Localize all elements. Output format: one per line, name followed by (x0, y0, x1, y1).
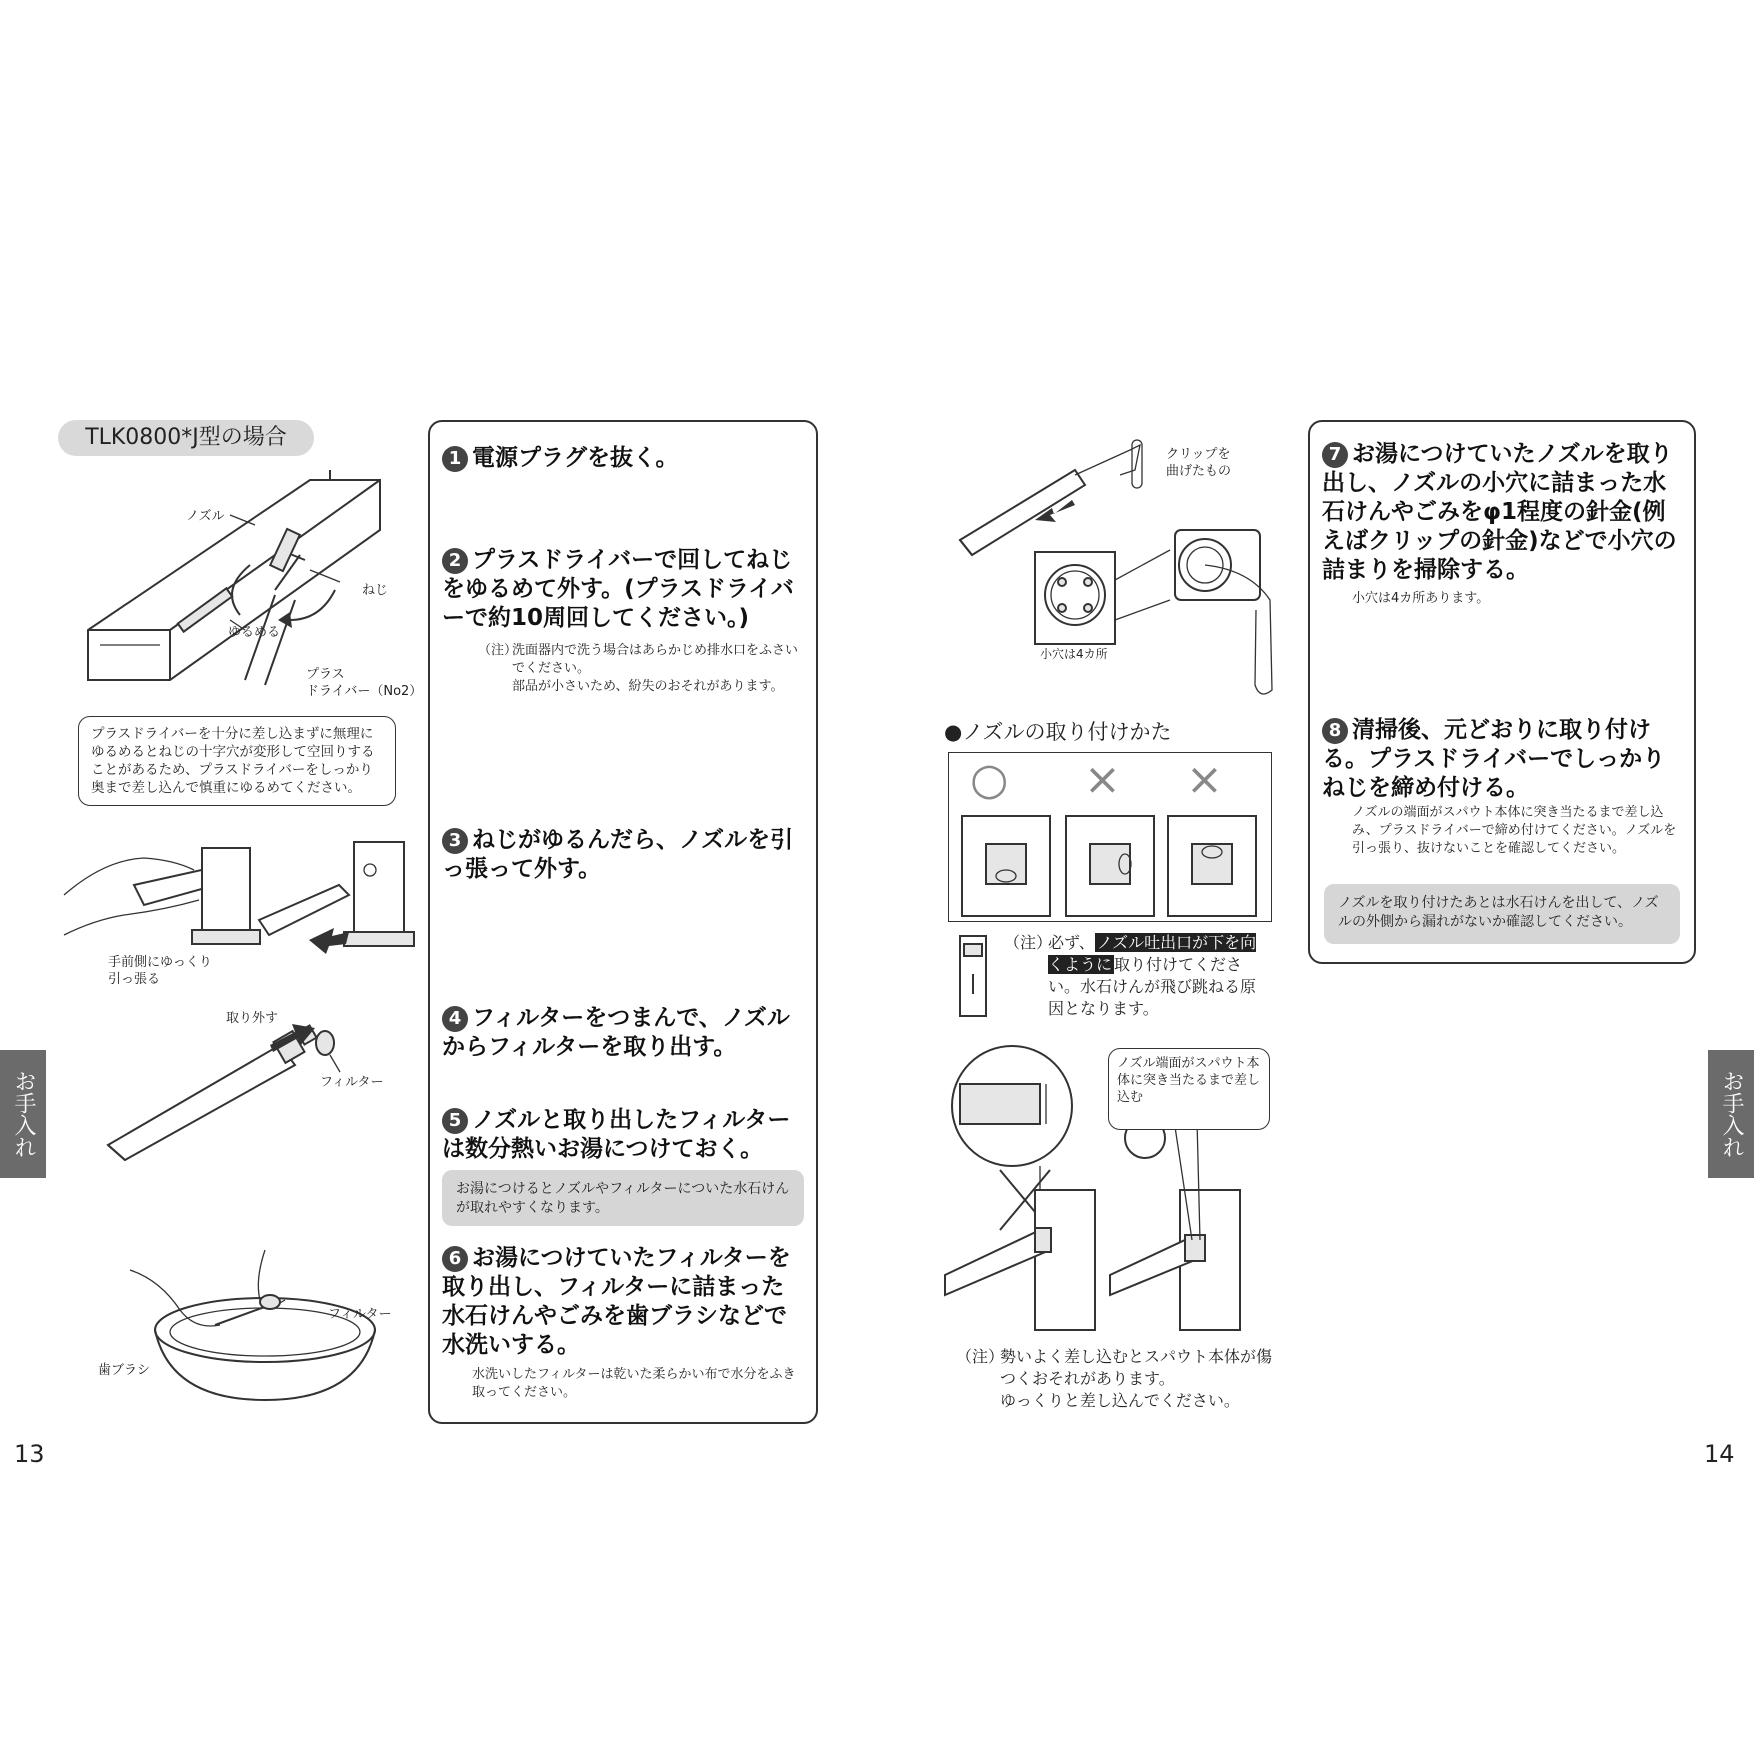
leak-check-note: ノズルを取り付けたあとは水石けんを出して、ノズルの外側から漏れがないか確認してください。 (1324, 884, 1680, 944)
step-8-note: ノズルの端面がスパウト本体に突き当たるまで差し込み、プラスドライバーで締め付けてください。ノズルを引っ張り、抜けないことを確認してください。 (1352, 805, 1677, 856)
step-number: 8 (1322, 718, 1348, 744)
step-2-note: 洗面器内で洗う場合はあらかじめ排水口をふさいでください。 部品が小さいため、紛失のおそれがあります。 (512, 643, 799, 694)
step-4 (442, 1004, 804, 1062)
step-5 (442, 1106, 804, 1164)
orientation-suffix: 取り付けてください。水石けんが飛び跳ねる原因となります。 (1048, 955, 1257, 1018)
step-3 (442, 826, 804, 884)
attach-title: ●ノズルの取り付けかた (944, 720, 1172, 744)
spout-icon (958, 934, 988, 1020)
caution-callout: プラスドライバーを十分に差し込まずに無理にゆるめるとねじの十字穴が変形して空回りすることがあるため、プラスドライバーをしっかり奥まで差し込んで慎重にゆるめてください。 (78, 716, 396, 806)
step-7 (1322, 440, 1684, 585)
filter-label-1: フィルター (320, 1075, 384, 1090)
step-text: プラスドライバーで回してねじをゆるめて外す。(プラスドライバーで約10周回してください。) (442, 547, 794, 631)
step-number: 2 (442, 548, 468, 574)
pull-label: 手前側にゆっくり 引っ張る (108, 955, 212, 987)
filter-label-2: フィルター (328, 1307, 392, 1322)
step-text: お湯につけていたノズルを取り出し、ノズルの小穴に詰まった水石けんやごみをφ1程度の針金(例えばクリップの針金)などで小穴の詰まりを掃除する。 (1322, 441, 1677, 583)
orientation-prefix: 必ず、 (1048, 933, 1095, 952)
driver-label: プラス ドライバー（No2） (306, 667, 423, 699)
step-number: 4 (442, 1006, 468, 1032)
step-2 (442, 546, 804, 633)
bottom-note-label: （注） (956, 1347, 1005, 1366)
step-6-note: 水洗いしたフィルターは乾いた柔らかい布で水分をふき取ってください。 (472, 1367, 796, 1400)
bottom-note: 勢いよく差し込むとスパウト本体が傷つくおそれがあります。 ゆっくりと差し込んでください。 (1000, 1347, 1273, 1410)
step-8 (1322, 716, 1684, 803)
nozzle-removal-illustration (80, 470, 400, 690)
orientation-examples (960, 814, 1260, 918)
wash-filter-illustration (120, 1250, 380, 1410)
clip-label: クリップを 曲げたもの (1166, 447, 1232, 479)
step-text: ねじがゆるんだら、ノズルを引っ張って外す。 (442, 827, 794, 882)
step-text: 清掃後、元どおりに取り付ける。プラスドライバーでしっかりねじを締め付ける。 (1322, 717, 1666, 801)
toothbrush-label: 歯ブラシ (98, 1363, 151, 1378)
step-number: 5 (442, 1108, 468, 1134)
step-6 (442, 1244, 804, 1360)
step-2-note-label: （注） (478, 643, 518, 658)
wrong-mark-1: × (1084, 754, 1121, 805)
side-tab-right: お手入れ (1708, 1050, 1754, 1178)
remove-label: 取り外す (226, 1011, 279, 1026)
nozzle-label: ノズル (186, 509, 225, 524)
orientation-note (1048, 932, 1270, 1020)
model-title: TLK0800*J型の場合 (58, 420, 314, 456)
step-7-note: 小穴は4カ所あります。 (1352, 591, 1490, 606)
page-number-right: 14 (1704, 1440, 1735, 1468)
orientation-note-label: （注） (1004, 933, 1053, 952)
step-number: 3 (442, 828, 468, 854)
step-number: 6 (442, 1246, 468, 1272)
step-text: ノズルと取り出したフィルターは数分熱いお湯につけておく。 (442, 1107, 791, 1162)
step-number: 7 (1322, 442, 1348, 468)
insert-callout: ノズル端面がスパウト本体に突き当たるまで差し込む (1108, 1048, 1270, 1130)
page-number-left: 13 (14, 1440, 45, 1468)
correct-mark: ○ (970, 754, 1009, 805)
step-text: お湯につけていたフィルターを取り出し、フィルターに詰まった水石けんやごみを歯ブラシなどで水洗いする。 (442, 1245, 791, 1358)
step-text: 電源プラグを抜く。 (472, 445, 679, 471)
pull-nozzle-illustration (64, 840, 424, 960)
holes-label: 小穴は4カ所 (1040, 647, 1108, 661)
step-number: 1 (442, 446, 468, 472)
step-5-note: お湯につけるとノズルやフィルターについた水石けんが取れやすくなります。 (442, 1170, 804, 1226)
clip-cleaning-illustration (960, 430, 1280, 690)
screw-label: ねじ (362, 583, 389, 598)
orientation-highlight: ノズル吐出口が下を向くように (1048, 933, 1257, 974)
wrong-mark-2: × (1186, 754, 1223, 805)
step-text: フィルターをつまんで、ノズルからフィルターを取り出す。 (442, 1005, 790, 1060)
step-1 (442, 444, 802, 473)
loosen-label: ゆるめる (228, 625, 281, 640)
side-tab-left: お手入れ (0, 1050, 46, 1178)
